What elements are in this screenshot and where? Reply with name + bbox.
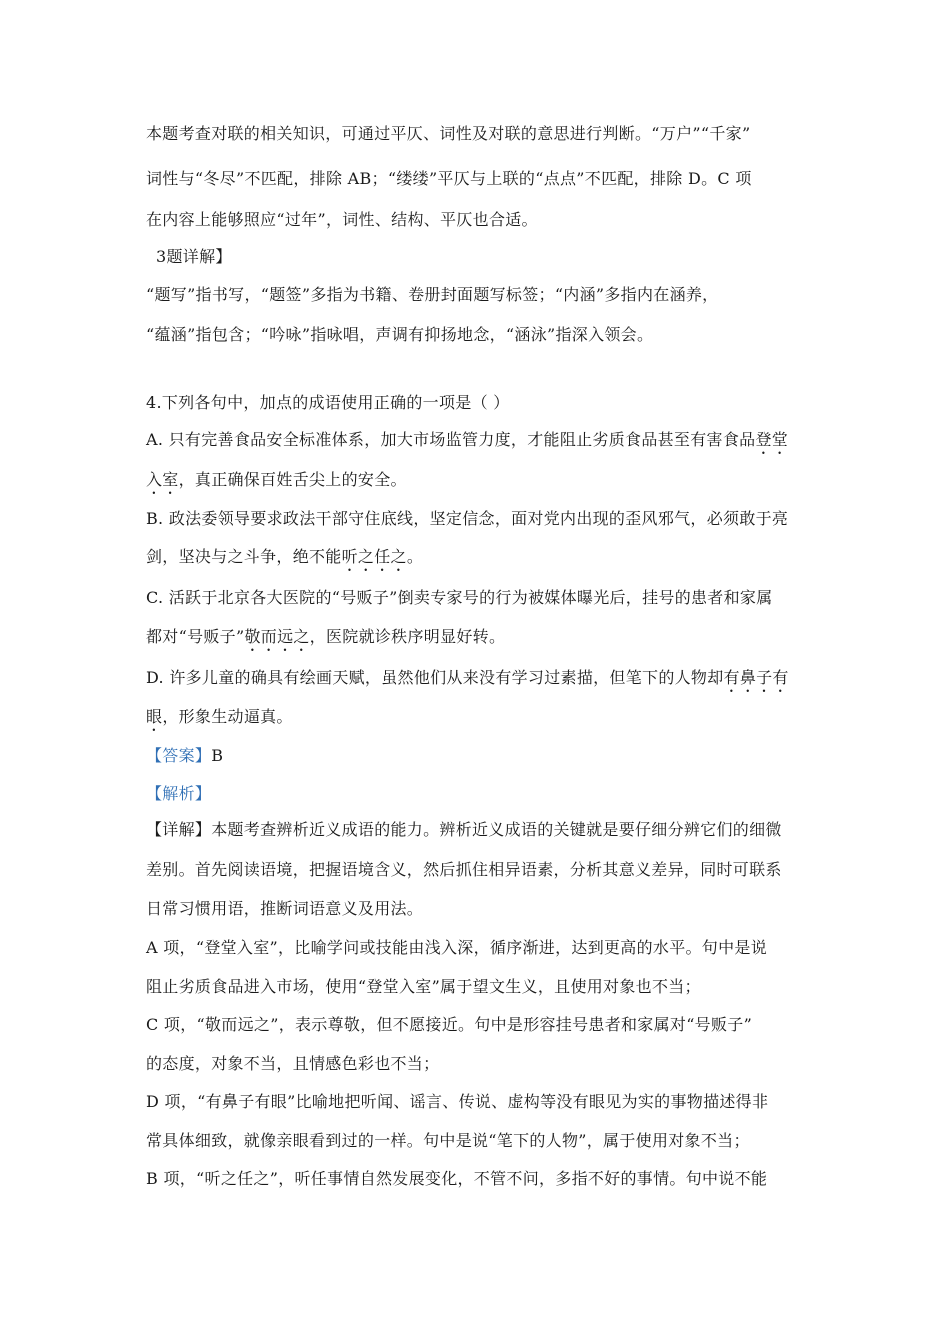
option-c-text: 都对“号贩子”: [146, 627, 245, 646]
option-c-cont: [146, 627, 505, 655]
analysis-label: 【解析】: [146, 784, 212, 803]
detail-line: 日常习惯用语，推断词语意义及用法。: [146, 899, 424, 918]
option-d: [146, 668, 789, 696]
detail-text: 本题考查辨析近义成语的能力。辨析近义成语的关键就是要仔细分辨它们的细微: [211, 820, 782, 839]
dotted-idiom: 听之任之: [341, 547, 407, 566]
detail-item-d: D 项，“有鼻子有眼”比喻地把听闻、谣言、传说、虚构等没有眼见为实的事物描述得非: [146, 1092, 769, 1111]
explanation-line: 本题考查对联的相关知识，可通过平仄、词性及对联的意思进行判断。“万户”“千家”: [146, 124, 751, 143]
detail-item-d-cont: 常具体细致，就像亲眼看到过的一样。句中是说“笔下的人物”，属于使用对象不当；: [146, 1131, 750, 1150]
option-b-text: 。: [406, 547, 424, 566]
detail-item-c-cont: 的态度，对象不当，且情感色彩也不当；: [146, 1054, 440, 1073]
detail-item-a: A 项，“登堂入室”，比喻学问或技能由浅入深，循序渐进，达到更高的水平。句中是说: [146, 938, 768, 957]
option-d-cont: [146, 707, 293, 735]
detail-line: [146, 820, 782, 840]
dotted-idiom: 有鼻子有: [723, 668, 789, 687]
question-stem: 4.下列各句中，加点的成语使用正确的一项是（ ）: [146, 393, 510, 412]
option-a-text: ，真正确保百姓舌尖上的安全。: [178, 470, 407, 489]
detail-item-b: B 项，“听之任之”，听任事情自然发展变化，不管不问，多指不好的事情。句中说不能: [146, 1169, 768, 1188]
detail-label: 【详解】: [146, 820, 212, 839]
option-d-text: ，形象生动逼真。: [162, 707, 293, 726]
q3-detail-line: “蕴涵”指包含；“吟咏”指咏唱，声调有抑扬地念，“涵泳”指深入领会。: [146, 325, 654, 344]
option-d-text: D. 许多儿童的确具有绘画天赋，虽然他们从来没有学习过素描，但笔下的人物却: [146, 668, 724, 687]
option-c: C. 活跃于北京各大医院的“号贩子”倒卖专家号的行为被媒体曝光后，挂号的患者和家属: [146, 588, 773, 607]
option-b-text: 剑，坚决与之斗争，绝不能: [146, 547, 342, 566]
answer-label: 【答案】: [146, 746, 212, 765]
dotted-idiom: 眼: [146, 707, 163, 726]
detail-line: 差别。首先阅读语境，把握语境含义，然后抓住相异语素，分析其意义差异，同时可联系: [146, 860, 782, 879]
answer-value: B: [211, 746, 224, 765]
explanation-line: 词性与“冬尽”不匹配，排除 AB；“缕缕”平仄与上联的“点点”不匹配，排除 D。C 项: [146, 169, 752, 188]
option-c-text: ，医院就诊秩序明显好转。: [309, 627, 506, 646]
option-a-cont: [146, 470, 407, 498]
option-b-cont: [146, 547, 423, 575]
dotted-idiom: 入室: [146, 470, 179, 489]
detail-item-c: C 项，“敬而远之”，表示尊敬，但不愿接近。句中是形容挂号患者和家属对“号贩子”: [146, 1015, 753, 1034]
dotted-idiom: 登堂: [755, 430, 789, 449]
explanation-line: 在内容上能够照应“过年”，词性、结构、平仄也合适。: [146, 210, 538, 229]
option-b: B. 政法委领导要求政法干部守住底线，坚定信念，面对党内出现的歪风邪气，必须敢于亮: [146, 509, 789, 528]
option-a: [146, 430, 788, 458]
q3-detail-heading: 3题详解】: [156, 247, 232, 266]
detail-item-a-cont: 阻止劣质食品进入市场，使用“登堂入室”属于望文生义，且使用对象也不当；: [146, 977, 701, 996]
option-a-text: A. 只有完善食品安全标准体系，加大市场监管力度，才能阻止劣质食品甚至有害食品: [146, 430, 756, 449]
dotted-idiom: 敬而远之: [244, 627, 310, 646]
answer-line: [146, 746, 223, 766]
q3-detail-line: “题写”指书写，“题签”多指为书籍、卷册封面题写标签；“内涵”多指内在涵养，: [146, 285, 719, 304]
